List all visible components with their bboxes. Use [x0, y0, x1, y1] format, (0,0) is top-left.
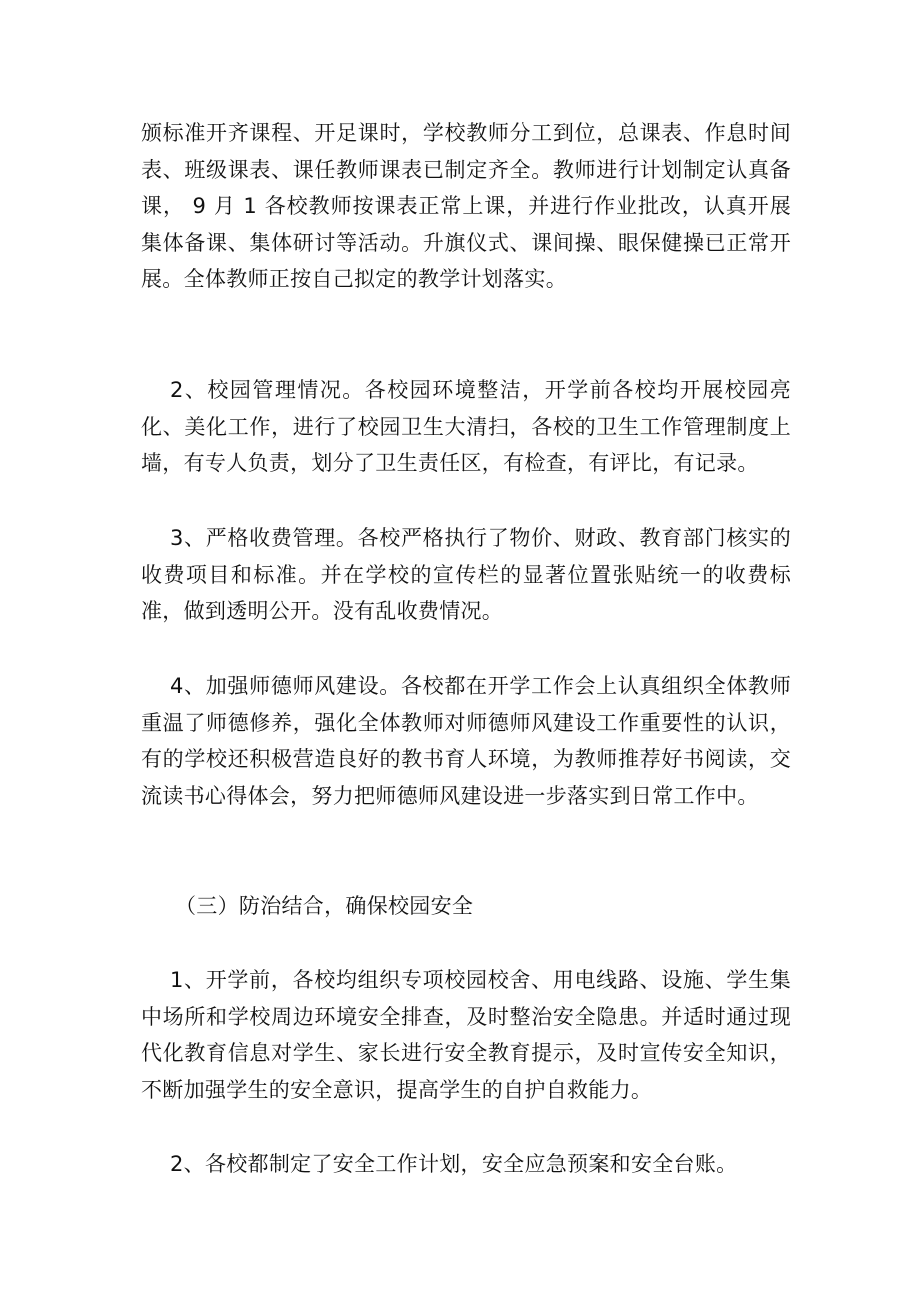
paragraph-fee-management: 3、严格收费管理。各校严格执行了物价、财政、教育部门核实的收费项目和标准。并在学校的宣传栏的显著位置张贴统一的收费标准，做到透明公开。没有乱收费情况。 [141, 526, 791, 623]
paragraph-teacher-ethics: 4、加强师德师风建设。各校都在开学工作会上认真组织全体教师重温了师德修养，强化全体教师对师德师风建设工作重要性的认识，有的学校还积极营造良好的教书育人环境，为教师推荐好书阅读，交流读书心得体会，努力把师德师风建设进一步落实到日常工作中。 [141, 674, 791, 808]
paragraph-campus-management: 2、校园管理情况。各校园环境整洁，开学前各校均开展校园亮化、美化工作，进行了校园卫生大清扫，各校的卫生工作管理制度上墙，有专人负责，划分了卫生责任区，有检查，有评比，有记录。 [141, 378, 791, 475]
paragraph-safety-plans: 2、各校都制定了安全工作计划，安全应急预案和安全台账。 [170, 1152, 738, 1176]
section-heading-campus-safety: （三）防治结合，确保校园安全 [175, 894, 474, 918]
paragraph-teaching-schedule: 颁标准开齐课程、开足课时，学校教师分工到位，总课表、作息时间表、班级课表、课任教师课表已制定齐全。教师进行计划制定认真备课， 9 月 1 各校教师按课表正常上课，并进行作业批改，认真开展集体备课、集体研讨等活动。升旗仪式、课间操、眼保健操已正常开展。全体教师正按自己拟定的教学计划落实。 [141, 121, 791, 291]
paragraph-safety-inspection: 1、开学前，各校均组织专项校园校舍、用电线路、设施、学生集中场所和学校周边环境安全排查，及时整治安全隐患。并适时通过现代化教育信息对学生、家长进行安全教育提示，及时宣传安全知识，不断加强学生的安全意识，提高学生的自护自救能力。 [141, 968, 791, 1102]
